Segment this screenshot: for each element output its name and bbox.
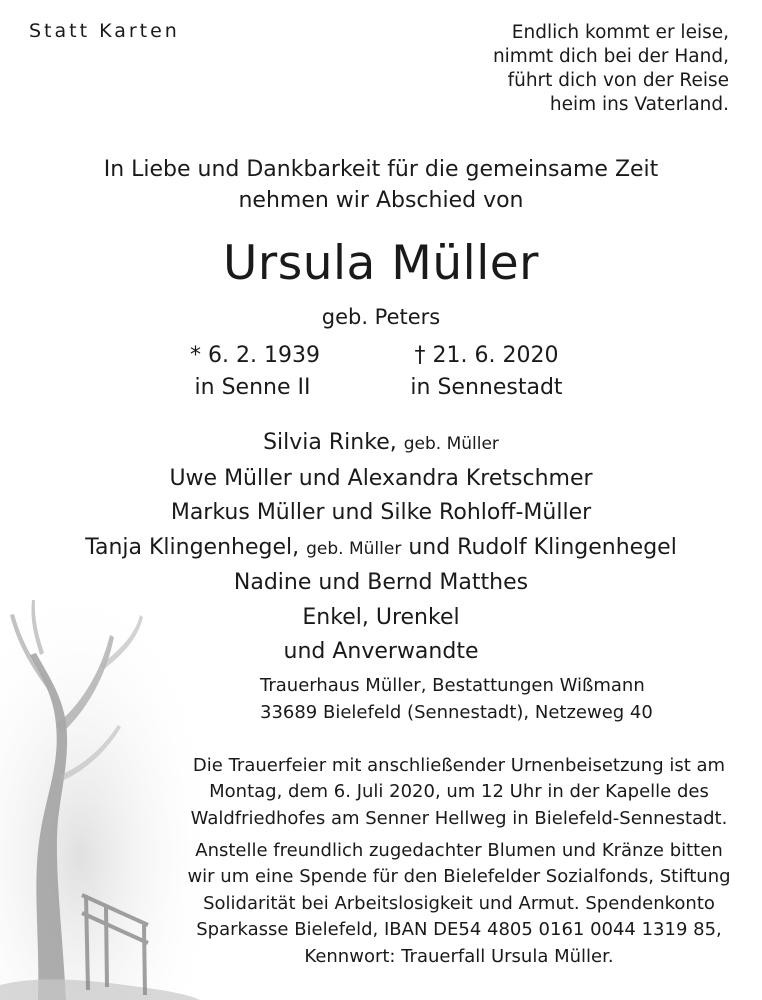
intro-line: In Liebe und Dankbarkeit für die gemeinsame Zeit bbox=[103, 157, 659, 182]
death-place: in Sennestadt bbox=[410, 375, 563, 400]
mourner-line: Enkel, Urenkel bbox=[302, 604, 460, 630]
deceased-name: Ursula Müller bbox=[223, 236, 539, 291]
donation-line: Solidarität bei Arbeitslosigkeit und Armut. Spendenkonto bbox=[203, 892, 715, 914]
poem bbox=[493, 21, 729, 117]
poem-line: Endlich kommt er leise, bbox=[511, 22, 729, 43]
death-date: † 21. 6. 2020 bbox=[414, 343, 559, 368]
mourner-line bbox=[0, 531, 762, 567]
mourner-line bbox=[0, 426, 762, 462]
mourner-line: und Anverwandte bbox=[283, 639, 479, 664]
mourner-line: Nadine und Bernd Matthes bbox=[233, 570, 529, 595]
mourners-list bbox=[0, 426, 762, 670]
donation-line: Kennwort: Trauerfall Ursula Müller. bbox=[304, 945, 614, 967]
funeral-home-line: 33689 Bielefeld (Sennestadt), Netzeweg 40 bbox=[260, 702, 653, 723]
donation-line: Anstelle freundlich zugedachter Blumen und Kränze bitten bbox=[195, 840, 723, 861]
ceremony-line: Montag, dem 6. Juli 2020, um 12 Uhr in der Kapelle des bbox=[209, 781, 709, 803]
maiden-name: geb. Peters bbox=[321, 305, 441, 329]
donation-line: wir um eine Spende für den Bielefelder Sozialfonds, Stiftung bbox=[187, 866, 731, 888]
mourner-name: Tanja Klingenhegel, bbox=[85, 534, 300, 560]
birth-place: in Senne II bbox=[194, 375, 311, 400]
mourner-name: Silvia Rinke, bbox=[263, 430, 397, 455]
mourner-line: Uwe Müller und Alexandra Kretschmer bbox=[169, 465, 593, 491]
intro-line: nehmen wir Abschied von bbox=[238, 188, 524, 213]
mourner-note: geb. Müller bbox=[403, 434, 499, 454]
intro-text bbox=[0, 154, 762, 216]
death-info bbox=[404, 340, 569, 404]
ceremony-line: Die Trauerfeier mit anschließender Urnenbeisetzung ist am bbox=[192, 755, 726, 776]
birth-info bbox=[190, 340, 320, 404]
statt-karten-label: Statt Karten bbox=[29, 20, 180, 42]
poem-line: führt dich von der Reise bbox=[507, 70, 729, 91]
donation-line: Sparkasse Bielefeld, IBAN DE54 4805 0161 0044 1319 85, bbox=[196, 919, 722, 941]
mourner-rest: und Rudolf Klingenhegel bbox=[408, 534, 677, 560]
poem-line: heim ins Vaterland. bbox=[549, 94, 729, 115]
ceremony-info bbox=[186, 753, 732, 832]
donation-info bbox=[186, 838, 732, 970]
mourner-line: Markus Müller und Silke Rohloff-Müller bbox=[170, 500, 592, 525]
poem-line: nimmt dich bei der Hand, bbox=[492, 46, 729, 67]
mourner-note: geb. Müller bbox=[306, 538, 402, 559]
funeral-home bbox=[260, 672, 653, 726]
birth-date: * 6. 2. 1939 bbox=[190, 343, 320, 368]
ceremony-line: Waldfriedhofes am Senner Hellweg in Bielefeld-Sennestadt. bbox=[190, 807, 728, 829]
funeral-home-line: Trauerhaus Müller, Bestattungen Wißmann bbox=[260, 675, 645, 696]
